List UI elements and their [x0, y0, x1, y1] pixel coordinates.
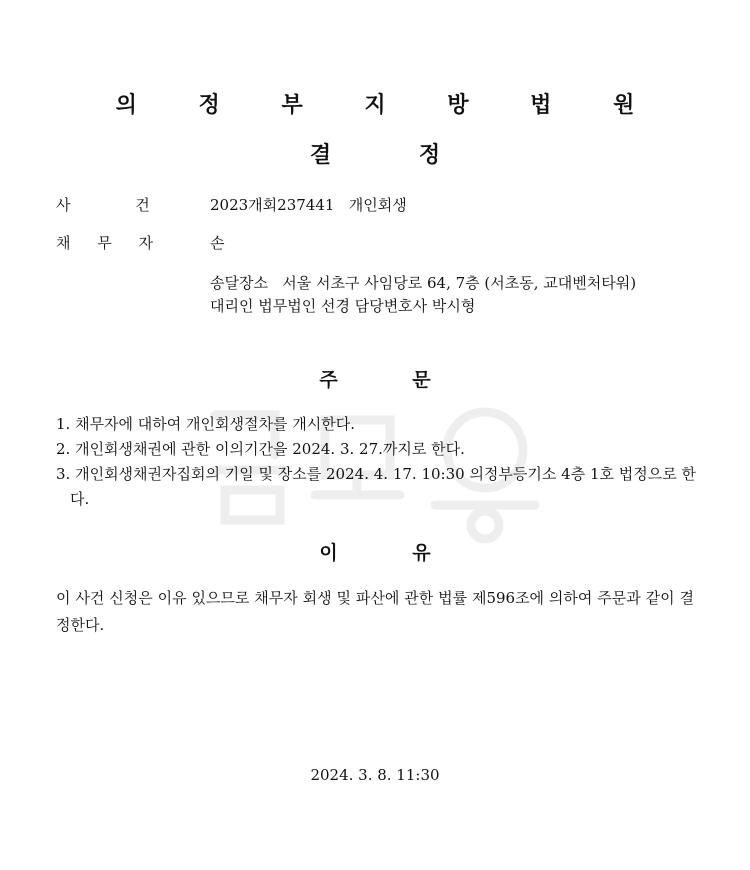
decision-date: 2024. 3. 8. 11:30 [310, 766, 440, 784]
order-list [56, 412, 696, 512]
reason-paragraph: 이 사건 신청은 이유 있으므로 채무자 회생 및 파산에 관한 법률 제596조에 의하여 주문과 같이 결정한다. [56, 589, 694, 634]
case-number-value: 2023개회237441 개인회생 [210, 196, 407, 214]
debtor-label: 채 무 자 [56, 234, 154, 252]
reason-heading: 이 유 [319, 542, 431, 564]
court-name-title: 의 정 부 지 방 법 원 [115, 93, 662, 118]
service-address: 송달장소 서울 서초구 사임당로 64, 7층 (서초동, 교대벤처타워) [210, 274, 637, 292]
order-item: 3. 개인회생채권자집회의 기일 및 장소를 2024. 4. 17. 10:30 의정부등기소 4층 1호 법정으로 한다. [56, 465, 696, 508]
order-item: 2. 개인회생채권에 관한 이의기간을 2024. 3. 27.까지로 한다. [56, 440, 465, 458]
legal-agent: 대리인 법무법인 선경 담당변호사 박시형 [210, 297, 476, 315]
order-item: 1. 채무자에 대하여 개인회생절차를 개시한다. [56, 415, 355, 433]
order-heading: 주 문 [319, 369, 431, 391]
case-label: 사 건 [56, 196, 150, 214]
document-type-title: 결 정 [309, 143, 441, 168]
debtor-name-value: 손 [210, 234, 225, 252]
